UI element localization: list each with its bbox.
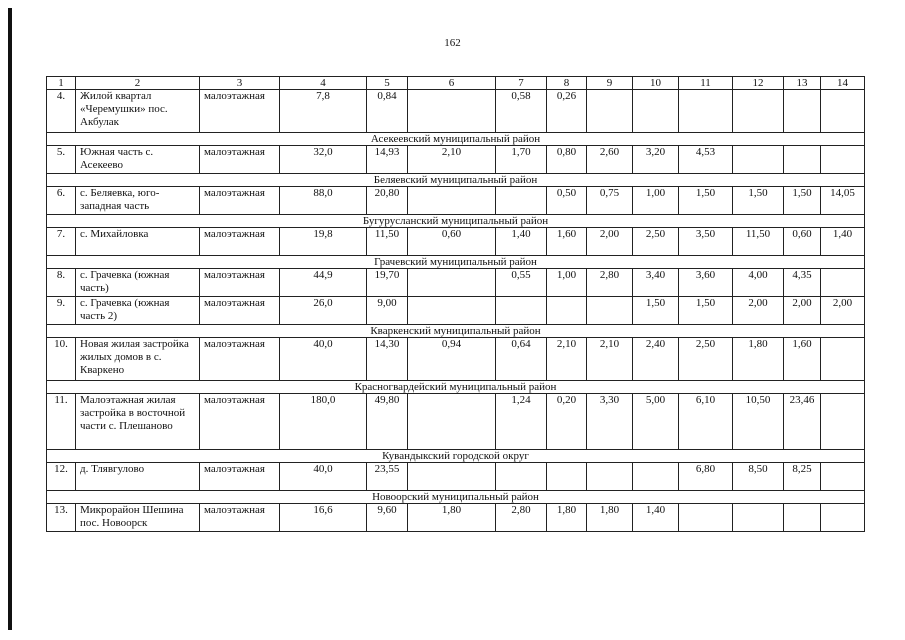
table-cell: 40,0 — [280, 338, 367, 381]
table-cell: 2,80 — [587, 269, 633, 297]
table-cell: 4,35 — [784, 269, 821, 297]
table-cell: 1,40 — [633, 504, 679, 532]
table-cell: 4,53 — [679, 146, 733, 174]
table-cell: 40,0 — [280, 463, 367, 491]
table-cell: 88,0 — [280, 187, 367, 215]
table-row — [47, 463, 865, 491]
table-cell: Малоэтажная жилая застройка в восточной части с. Плешаново — [76, 394, 200, 450]
table-cell: 19,70 — [367, 269, 408, 297]
table-row — [47, 228, 865, 256]
table-cell: 1,40 — [821, 228, 865, 256]
header-cell: 14 — [821, 77, 865, 90]
table-cell — [821, 504, 865, 532]
section-title: Кувандыкский городской округ — [47, 450, 865, 463]
table-cell: с. Беляевка, юго-западная часть — [76, 187, 200, 215]
table-cell: 8,25 — [784, 463, 821, 491]
table-cell: 0,60 — [408, 228, 496, 256]
table-cell — [496, 463, 547, 491]
table-cell: 0,50 — [547, 187, 587, 215]
table-row — [47, 90, 865, 133]
table-cell: 2,00 — [821, 297, 865, 325]
header-cell: 2 — [76, 77, 200, 90]
header-cell: 12 — [733, 77, 784, 90]
table-cell — [821, 146, 865, 174]
section-row — [47, 215, 865, 228]
table-cell: 12. — [47, 463, 76, 491]
table-cell: 23,55 — [367, 463, 408, 491]
table-cell: 20,80 — [367, 187, 408, 215]
page-number: 162 — [444, 37, 461, 49]
table-row — [47, 338, 865, 381]
table-cell: Новая жилая застройка жилых домов в с. Кваркено — [76, 338, 200, 381]
table-cell: 0,55 — [496, 269, 547, 297]
table-cell: малоэтажная — [200, 463, 280, 491]
header-cell: 4 — [280, 77, 367, 90]
table-cell: 2,50 — [679, 338, 733, 381]
table-cell: 19,8 — [280, 228, 367, 256]
table-cell: 1,50 — [784, 187, 821, 215]
table-cell: 13. — [47, 504, 76, 532]
section-row — [47, 133, 865, 146]
table-cell — [587, 297, 633, 325]
table-cell: 1,50 — [679, 187, 733, 215]
table-cell: 7,8 — [280, 90, 367, 133]
table-cell — [496, 187, 547, 215]
table-cell: 6,10 — [679, 394, 733, 450]
table-cell: 8,50 — [733, 463, 784, 491]
table-cell: 14,93 — [367, 146, 408, 174]
table-cell: 1,24 — [496, 394, 547, 450]
table-cell: 5,00 — [633, 394, 679, 450]
section-row — [47, 256, 865, 269]
table-cell: Южная часть с. Асекеево — [76, 146, 200, 174]
table-cell: с. Грачевка (южная часть) — [76, 269, 200, 297]
table-cell — [587, 90, 633, 133]
table-cell: 2,40 — [633, 338, 679, 381]
table-cell: 0,58 — [496, 90, 547, 133]
section-title: Беляевский муниципальный район — [47, 174, 865, 187]
header-cell: 9 — [587, 77, 633, 90]
table-cell — [408, 269, 496, 297]
table-cell: 2,00 — [784, 297, 821, 325]
table-cell: 1,60 — [547, 228, 587, 256]
section-row — [47, 450, 865, 463]
header-cell: 1 — [47, 77, 76, 90]
table-cell: малоэтажная — [200, 394, 280, 450]
section-row — [47, 174, 865, 187]
table-cell: 8. — [47, 269, 76, 297]
table-cell — [821, 463, 865, 491]
header-cell: 10 — [633, 77, 679, 90]
table-cell: Жилой квартал «Черемушки» пос. Акбулак — [76, 90, 200, 133]
table-cell — [821, 394, 865, 450]
table-row — [47, 269, 865, 297]
table-cell: малоэтажная — [200, 269, 280, 297]
table-cell: 2,50 — [633, 228, 679, 256]
table-cell: 5. — [47, 146, 76, 174]
table-cell: малоэтажная — [200, 146, 280, 174]
table-cell: 2,10 — [587, 338, 633, 381]
table-row — [47, 504, 865, 532]
table-cell — [587, 463, 633, 491]
header-cell: 11 — [679, 77, 733, 90]
table-cell: 3,60 — [679, 269, 733, 297]
data-table — [46, 76, 865, 532]
table-cell: 2,00 — [587, 228, 633, 256]
table-cell — [496, 297, 547, 325]
table-cell: 0,84 — [367, 90, 408, 133]
table-cell: 1,50 — [733, 187, 784, 215]
table-cell: 26,0 — [280, 297, 367, 325]
table-cell: малоэтажная — [200, 338, 280, 381]
table-cell: д. Тлявгулово — [76, 463, 200, 491]
table-cell — [408, 463, 496, 491]
table-cell: 0,94 — [408, 338, 496, 381]
header-cell: 6 — [408, 77, 496, 90]
table-cell: 1,80 — [587, 504, 633, 532]
table-cell: 1,50 — [633, 297, 679, 325]
table-cell: 10. — [47, 338, 76, 381]
table-cell: с. Михайловка — [76, 228, 200, 256]
table-cell — [733, 504, 784, 532]
table-cell: 14,05 — [821, 187, 865, 215]
section-title: Грачевский муниципальный район — [47, 256, 865, 269]
table-cell: 32,0 — [280, 146, 367, 174]
header-cell: 8 — [547, 77, 587, 90]
table-cell: 1,80 — [547, 504, 587, 532]
table-cell: 2,10 — [547, 338, 587, 381]
table-cell: 14,30 — [367, 338, 408, 381]
table-cell: 7. — [47, 228, 76, 256]
table-cell: 44,9 — [280, 269, 367, 297]
table-cell — [408, 187, 496, 215]
section-row — [47, 381, 865, 394]
table-row — [47, 146, 865, 174]
table-cell: с. Грачевка (южная часть 2) — [76, 297, 200, 325]
page-edge-bar — [8, 8, 12, 630]
table-cell: 3,40 — [633, 269, 679, 297]
table-cell — [408, 90, 496, 133]
section-title: Кваркенский муниципальный район — [47, 325, 865, 338]
table-cell: 0,75 — [587, 187, 633, 215]
table-cell — [733, 146, 784, 174]
table-cell: 3,30 — [587, 394, 633, 450]
table-cell: малоэтажная — [200, 504, 280, 532]
table-cell: 4. — [47, 90, 76, 133]
table-cell: 3,20 — [633, 146, 679, 174]
table-cell: малоэтажная — [200, 187, 280, 215]
table-cell: малоэтажная — [200, 228, 280, 256]
header-cell: 7 — [496, 77, 547, 90]
table-cell: 1,70 — [496, 146, 547, 174]
table-cell: 16,6 — [280, 504, 367, 532]
section-row — [47, 491, 865, 504]
table-cell — [547, 463, 587, 491]
table-cell: 180,0 — [280, 394, 367, 450]
table-cell: малоэтажная — [200, 90, 280, 133]
table-cell: 9. — [47, 297, 76, 325]
table-cell: 9,00 — [367, 297, 408, 325]
table-cell — [408, 297, 496, 325]
table-cell: 49,80 — [367, 394, 408, 450]
section-title: Новоорский муниципальный район — [47, 491, 865, 504]
table-cell: 2,10 — [408, 146, 496, 174]
table-row — [47, 187, 865, 215]
table-cell: 0,64 — [496, 338, 547, 381]
table-cell — [821, 269, 865, 297]
section-row — [47, 325, 865, 338]
table-cell: 0,26 — [547, 90, 587, 133]
table-row — [47, 394, 865, 450]
table-cell — [821, 338, 865, 381]
table-cell — [784, 504, 821, 532]
table-cell: 11. — [47, 394, 76, 450]
table-cell — [679, 90, 733, 133]
table-cell: 23,46 — [784, 394, 821, 450]
header-cell: 13 — [784, 77, 821, 90]
header-row — [47, 77, 865, 90]
table-cell: 0,20 — [547, 394, 587, 450]
table-cell — [633, 463, 679, 491]
table-cell: 6,80 — [679, 463, 733, 491]
table-cell: 1,40 — [496, 228, 547, 256]
table-cell: 1,80 — [408, 504, 496, 532]
section-title: Асекеевский муниципальный район — [47, 133, 865, 146]
table-cell — [784, 90, 821, 133]
table-cell: 11,50 — [733, 228, 784, 256]
table-cell: 1,50 — [679, 297, 733, 325]
table-cell — [784, 146, 821, 174]
table-cell: 0,80 — [547, 146, 587, 174]
table-cell — [633, 90, 679, 133]
table-row — [47, 297, 865, 325]
table-cell — [408, 394, 496, 450]
table-cell — [821, 90, 865, 133]
header-cell: 3 — [200, 77, 280, 90]
table-cell: 9,60 — [367, 504, 408, 532]
table-cell: 2,60 — [587, 146, 633, 174]
section-title: Бугурусланский муниципальный район — [47, 215, 865, 228]
table-cell — [547, 297, 587, 325]
table-cell: 1,60 — [784, 338, 821, 381]
table-cell: 1,00 — [633, 187, 679, 215]
table-cell: 11,50 — [367, 228, 408, 256]
table-cell: 1,00 — [547, 269, 587, 297]
table-cell: 1,80 — [733, 338, 784, 381]
section-title: Красногвардейский муниципальный район — [47, 381, 865, 394]
table-cell: 2,80 — [496, 504, 547, 532]
table-cell — [733, 90, 784, 133]
table-cell: 10,50 — [733, 394, 784, 450]
table-cell — [679, 504, 733, 532]
table-cell: 0,60 — [784, 228, 821, 256]
table-cell: 3,50 — [679, 228, 733, 256]
table-cell: 2,00 — [733, 297, 784, 325]
table-cell: малоэтажная — [200, 297, 280, 325]
table-cell: 4,00 — [733, 269, 784, 297]
table-cell: 6. — [47, 187, 76, 215]
header-cell: 5 — [367, 77, 408, 90]
table-cell: Микрорайон Шешина пос. Новоорск — [76, 504, 200, 532]
